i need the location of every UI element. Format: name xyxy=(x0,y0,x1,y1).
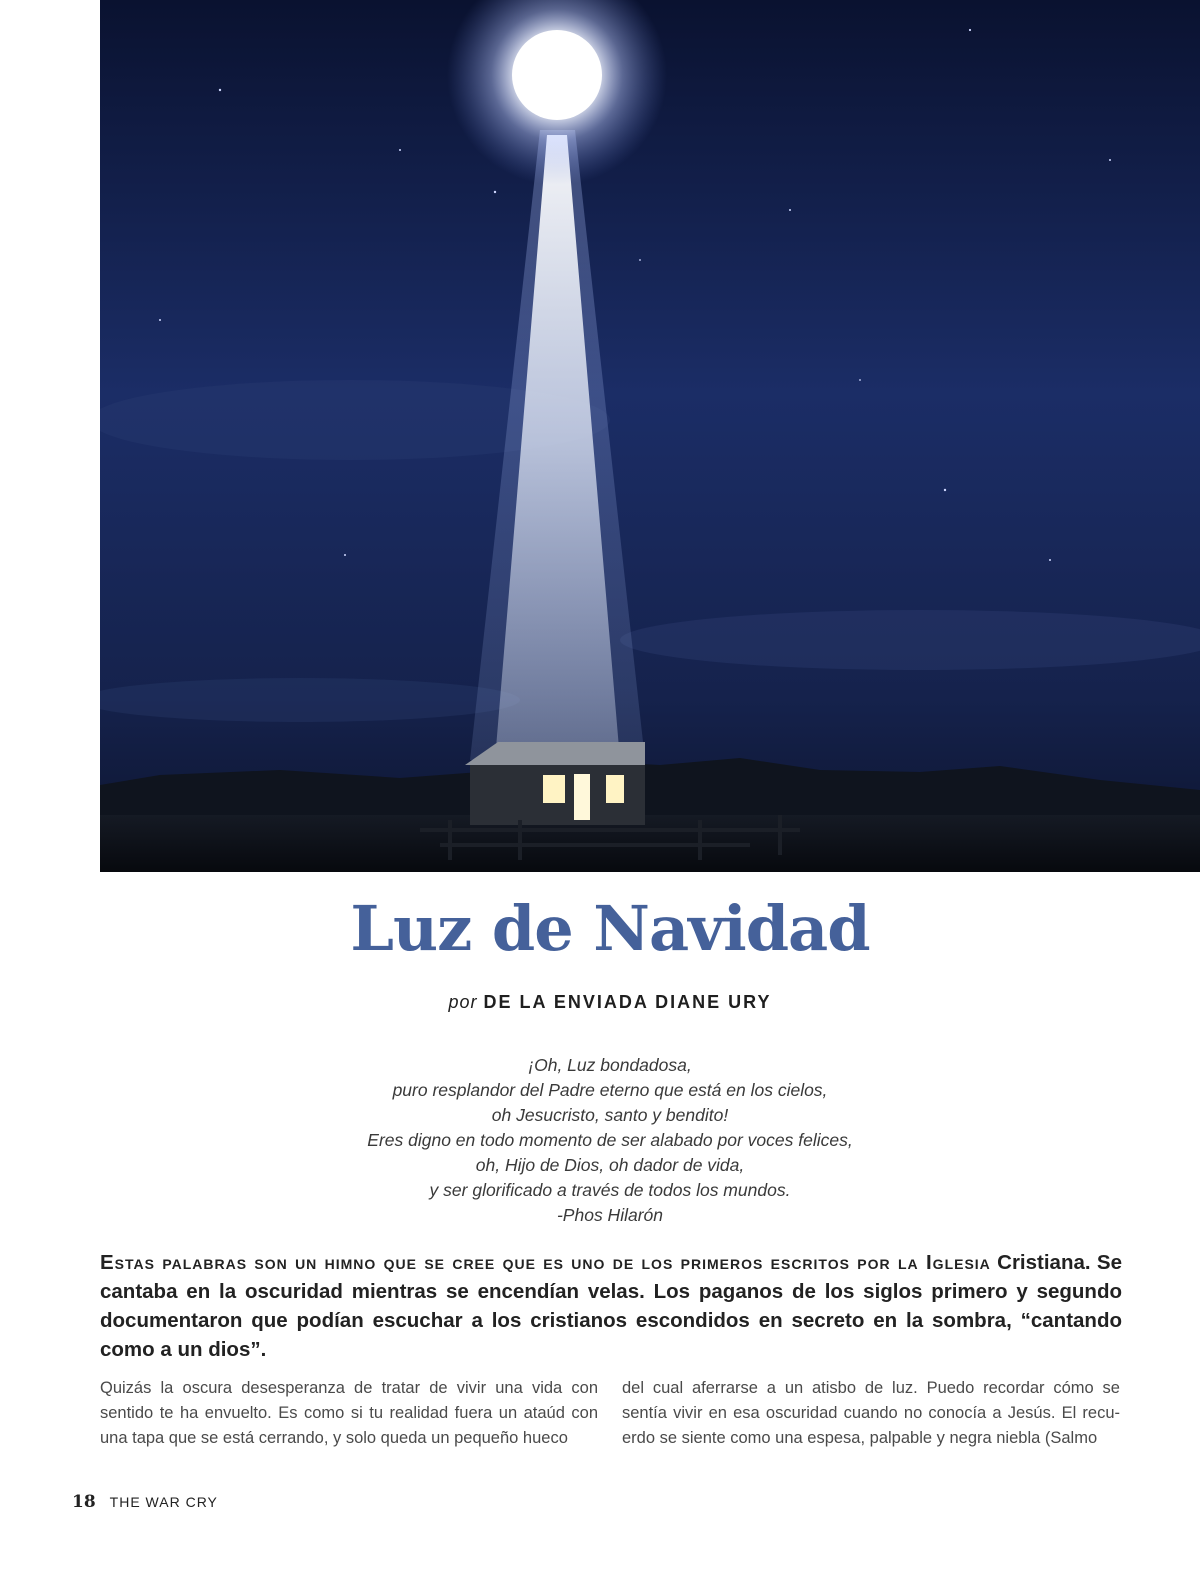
poem-line: y ser glorificado a través de todos los mundos. xyxy=(429,1180,791,1200)
night-sky-star-illustration xyxy=(100,0,1200,872)
byline-prefix: por xyxy=(448,992,478,1012)
poem-line: ¡Oh, Luz bondadosa, xyxy=(528,1055,692,1075)
page-footer xyxy=(72,1490,218,1514)
byline-author: DE LA ENVIADA DIANE URY xyxy=(483,992,772,1012)
lead-text: Cristiana. Se cantaba en la oscuridad mientras se encendían velas. Los paganos de los siglos primero y segundo documentaron que podían escuchar a los cristianos escondidos en secreto en la sombra, “cantando como a un dios”. xyxy=(100,1251,1122,1361)
body-column-left: Quizás la oscura desesperanza de tratar de vivir una vida con sentido te ha envuelto. Es como si tu realidad fuera un ataúd con una tapa que se está cerrando, y solo queda un pequeño hueco xyxy=(100,1379,598,1447)
hero-image xyxy=(100,0,1200,872)
article-title: Luz de Navidad xyxy=(350,892,870,965)
body-column-right: del cual aferrarse a un atisbo de luz. Puedo recordar cómo se sentía vivir en esa oscuridad cuando no conocía a Jesús. El recu-erdo se siente como una espesa, palpable y negra niebla (Salmo xyxy=(622,1379,1120,1447)
publication-name: THE WAR CRY xyxy=(109,1494,218,1510)
page-number: 18 xyxy=(72,1492,96,1512)
poem-line: Eres digno en todo momento de ser alabado por voces felices, xyxy=(367,1130,853,1150)
poem-line: oh Jesucristo, santo y bendito! xyxy=(491,1105,729,1125)
poem-attribution: -Phos Hilarón xyxy=(556,1205,664,1225)
house xyxy=(465,742,645,825)
star xyxy=(512,30,602,120)
poem-line: puro resplandor del Padre eterno que está en los cielos, xyxy=(392,1080,828,1100)
lead-smallcaps: Estas palabras son un himno que se cree que es uno de los primeros escritos por la Iglesia xyxy=(100,1251,991,1274)
poem-quote xyxy=(100,1053,1120,1228)
lead-paragraph xyxy=(100,1248,1122,1364)
byline xyxy=(100,990,1120,1014)
poem-line: oh, Hijo de Dios, oh dador de vida, xyxy=(475,1155,745,1175)
